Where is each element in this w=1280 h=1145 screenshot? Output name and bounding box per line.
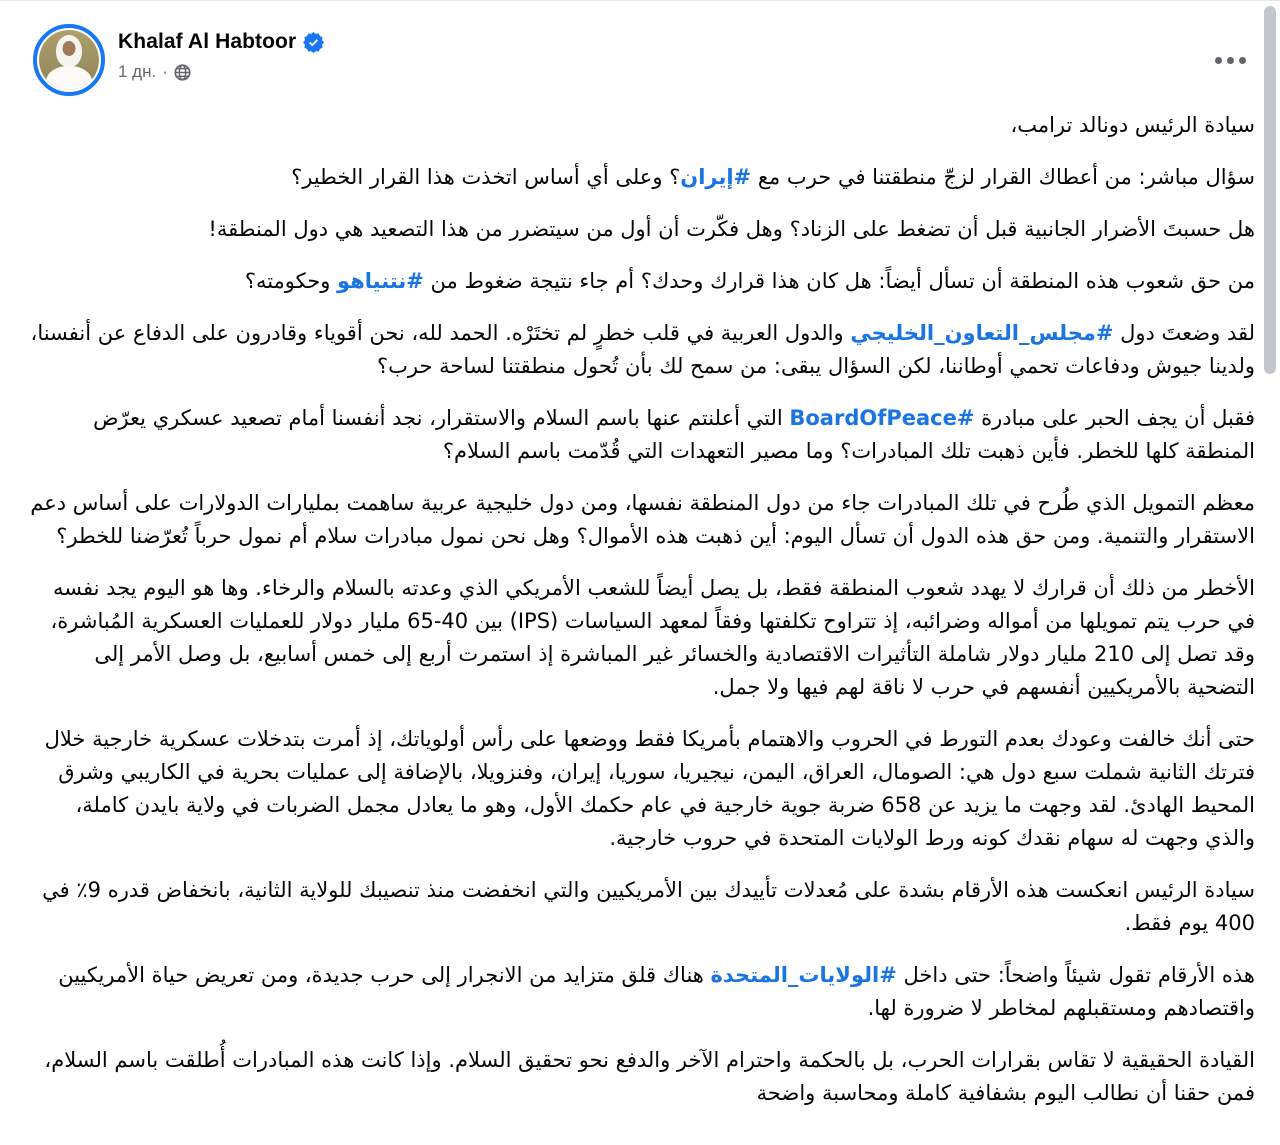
hashtag-link[interactable]: #إيران <box>680 165 752 189</box>
post-paragraph: فقبل أن يجف الحبر على مبادرة #BoardOfPeace التي أعلنتم عنها باسم السلام والاستقرار، نجد أنفسنا أمام تصعيد عسكري يعرّض المنطقة كلها للخطر. فأين ذهبت تلك المبادرات؟ وما مصير التعهدات التي قُدّمت باسم السلام؟ <box>93 406 1255 463</box>
post-paragraph: سيادة الرئيس دونالد ترامب، <box>1010 113 1255 137</box>
post-paragraph: حتى أنك خالفت وعودك بعدم التورط في الحروب والاهتمام بأمريكا فقط ووضعها على رأس أولوياتك، إذ أمرت بتدخلات عسكرية خارجية خلال فترتك الثانية شملت سبع دول هي: الصومال، العراق، اليمن، نيجيريا، سوريا، إيران، وفنزويلا، بالإضافة إلى عمليات بحرية في الكاريبي وشرق المحيط الهادئ. لقد وجهت ما يزيد عن 658 ضربة جوية خارجية في عام حكمك الأول، وهو ما يعادل مجمل الضربات في ولاية بايدن كاملة، والذي وجهت له سهام نقدك كونه ورط الولايات المتحدة في حروب خارجية. <box>44 727 1255 850</box>
three-dots-icon <box>1215 57 1222 64</box>
globe-icon <box>174 64 191 81</box>
post-paragraph: لقد وضعتَ دول #مجلس_التعاون_الخليجي والدول العربية في قلب خطرٍ لم تختَرْه. الحمد لله، نحن أقوياء وقادرون على الدفاع عن أنفسنا، ولدينا جيوش ودفاعات تحمي أوطاننا، لكن السؤال يبقى: من سمح لك بأن تُحول منطقتنا لساحة حرب؟ <box>30 321 1255 378</box>
post-paragraph: من حق شعوب هذه المنطقة أن تسأل أيضاً: هل كان هذا قرارك وحدك؟ أم جاء نتيجة ضغوط من #نتنياهو وحكومته؟ <box>244 269 1255 293</box>
author-name[interactable]: Khalaf Al Habtoor <box>118 30 297 53</box>
post-paragraph: القيادة الحقيقية لا تقاس بقرارات الحرب، بل بالحكمة واحترام الآخر والدفع نحو تحقيق السلام. وإذا كانت هذه المبادرات أُطلقت باسم السلام، فمن حقنا أن نطالب اليوم بشفافية كاملة ومحاسبة واضحة <box>44 1048 1255 1105</box>
hashtag-link[interactable]: #نتنياهو <box>337 269 424 293</box>
post-paragraph: هذه الأرقام تقول شيئاً واضحاً: حتى داخل #الولايات_المتحدة هناك قلق متزايد من الانجرار إلى حرب جديدة، ومن تعريض حياة الأمريكيين واقتصادهم ومستقبلهم لمخاطر لا ضرورة لها. <box>58 963 1255 1020</box>
post-paragraph: سؤال مباشر: من أعطاك القرار لزجّ منطقتنا في حرب مع #إيران؟ وعلى أي أساس اتخذت هذا القرار الخطير؟ <box>291 165 1255 189</box>
post-paragraph: معظم التمويل الذي طُرح في تلك المبادرات جاء من دول المنطقة نفسها، ومن دول خليجية عربية ساهمت بمليارات الدولارات على أساس دعم الاستقرار والتنمية. ومن حق هذه الدول أن تسأل اليوم: أين ذهبت هذه الأموال؟ وهل نحن نمول مبادرات سلام أم نمول حرباً تُعرّضنا للخطر؟ <box>30 491 1255 548</box>
meta-separator: · <box>162 62 168 81</box>
post-paragraph: الأخطر من ذلك أن قرارك لا يهدد شعوب المنطقة فقط، بل يصل أيضاً للشعب الأمريكي الذي وعدته بالسلام والرخاء. وها هو اليوم يجد نفسه في حرب يتم تمويلها من أمواله وضرائبه، إذ تتراوح تكلفتها وفقاً لمعهد السياسات (IPS) بين 40-65 مليار دولار للعمليات العسكرية المُباشرة، وقد تصل إلى 210 مليار دولار شاملة التأثيرات الاقتصادية والخسائر غير المباشرة إذ استمرت أربع إلى خمس أسابيع، بل وصل الأمر إلى التضحية بالأمريكيين أنفسهم في حرب لا ناقة لهم فيها ولا جمل. <box>50 576 1255 699</box>
post-header <box>0 1 1280 96</box>
post-paragraph: سيادة الرئيس انعكست هذه الأرقام بشدة على مُعدلات تأييدك بين الأمريكيين والتي انخفضت منذ تنصيبك للولاية الثانية، بانخفاض قدره 9٪ في 400 يوم فقط. <box>42 878 1255 935</box>
post-timestamp[interactable]: 1 дн. <box>118 62 157 81</box>
verified-badge-icon <box>303 32 324 53</box>
post-menu-button[interactable] <box>1208 45 1252 75</box>
hashtag-link[interactable]: #مجلس_التعاون_الخليجي <box>850 321 1114 345</box>
hashtag-link[interactable]: #الولايات_المتحدة <box>710 963 897 987</box>
three-dots-icon <box>1239 57 1246 64</box>
hashtag-link[interactable]: #BoardOfPeace <box>789 406 975 430</box>
post-paragraph: هل حسبتَ الأضرار الجانبية قبل أن تضغط على الزناد؟ وهل فكّرت أن أول من سيتضرر من هذا التصعيد هي دول المنطقة! <box>208 217 1255 241</box>
robe-shape <box>46 66 92 90</box>
face-shape <box>63 41 76 56</box>
avatar-photo <box>39 30 99 90</box>
post-text <box>25 109 1255 1110</box>
three-dots-icon <box>1227 57 1234 64</box>
avatar[interactable] <box>33 24 105 96</box>
